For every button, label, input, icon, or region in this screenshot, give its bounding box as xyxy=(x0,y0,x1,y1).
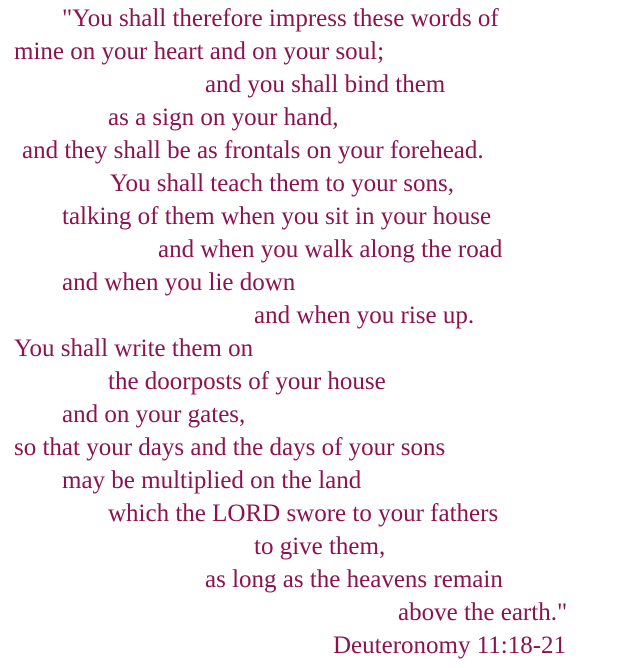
verse-line: as long as the heavens remain xyxy=(205,566,503,593)
verse-line: and they shall be as frontals on your forehead. xyxy=(22,137,484,164)
verse-line: talking of them when you sit in your house xyxy=(62,203,492,230)
scripture-citation: Deuteronomy 11:18-21 xyxy=(333,632,567,659)
verse-line: which the LORD swore to your fathers xyxy=(108,500,499,527)
verse-line: above the earth." xyxy=(398,599,568,626)
verse-line: the doorposts of your house xyxy=(108,368,386,395)
verse-line: and when you lie down xyxy=(62,269,296,296)
verse-line: mine on your heart and on your soul; xyxy=(14,38,385,65)
verse-line: You shall teach them to your sons, xyxy=(110,170,454,197)
verse-line: and you shall bind them xyxy=(205,71,446,98)
verse-line: You shall write them on xyxy=(14,335,254,362)
verse-line: and on your gates, xyxy=(62,401,246,428)
verse-line: may be multiplied on the land xyxy=(62,467,362,494)
verse-line: and when you walk along the road xyxy=(158,236,503,263)
verse-line: to give them, xyxy=(254,533,386,560)
verse-line: and when you rise up. xyxy=(254,302,475,329)
verse-line: so that your days and the days of your sons xyxy=(14,434,446,461)
verse-line: as a sign on your hand, xyxy=(108,104,339,131)
verse-line: "You shall therefore impress these words of xyxy=(62,5,499,32)
